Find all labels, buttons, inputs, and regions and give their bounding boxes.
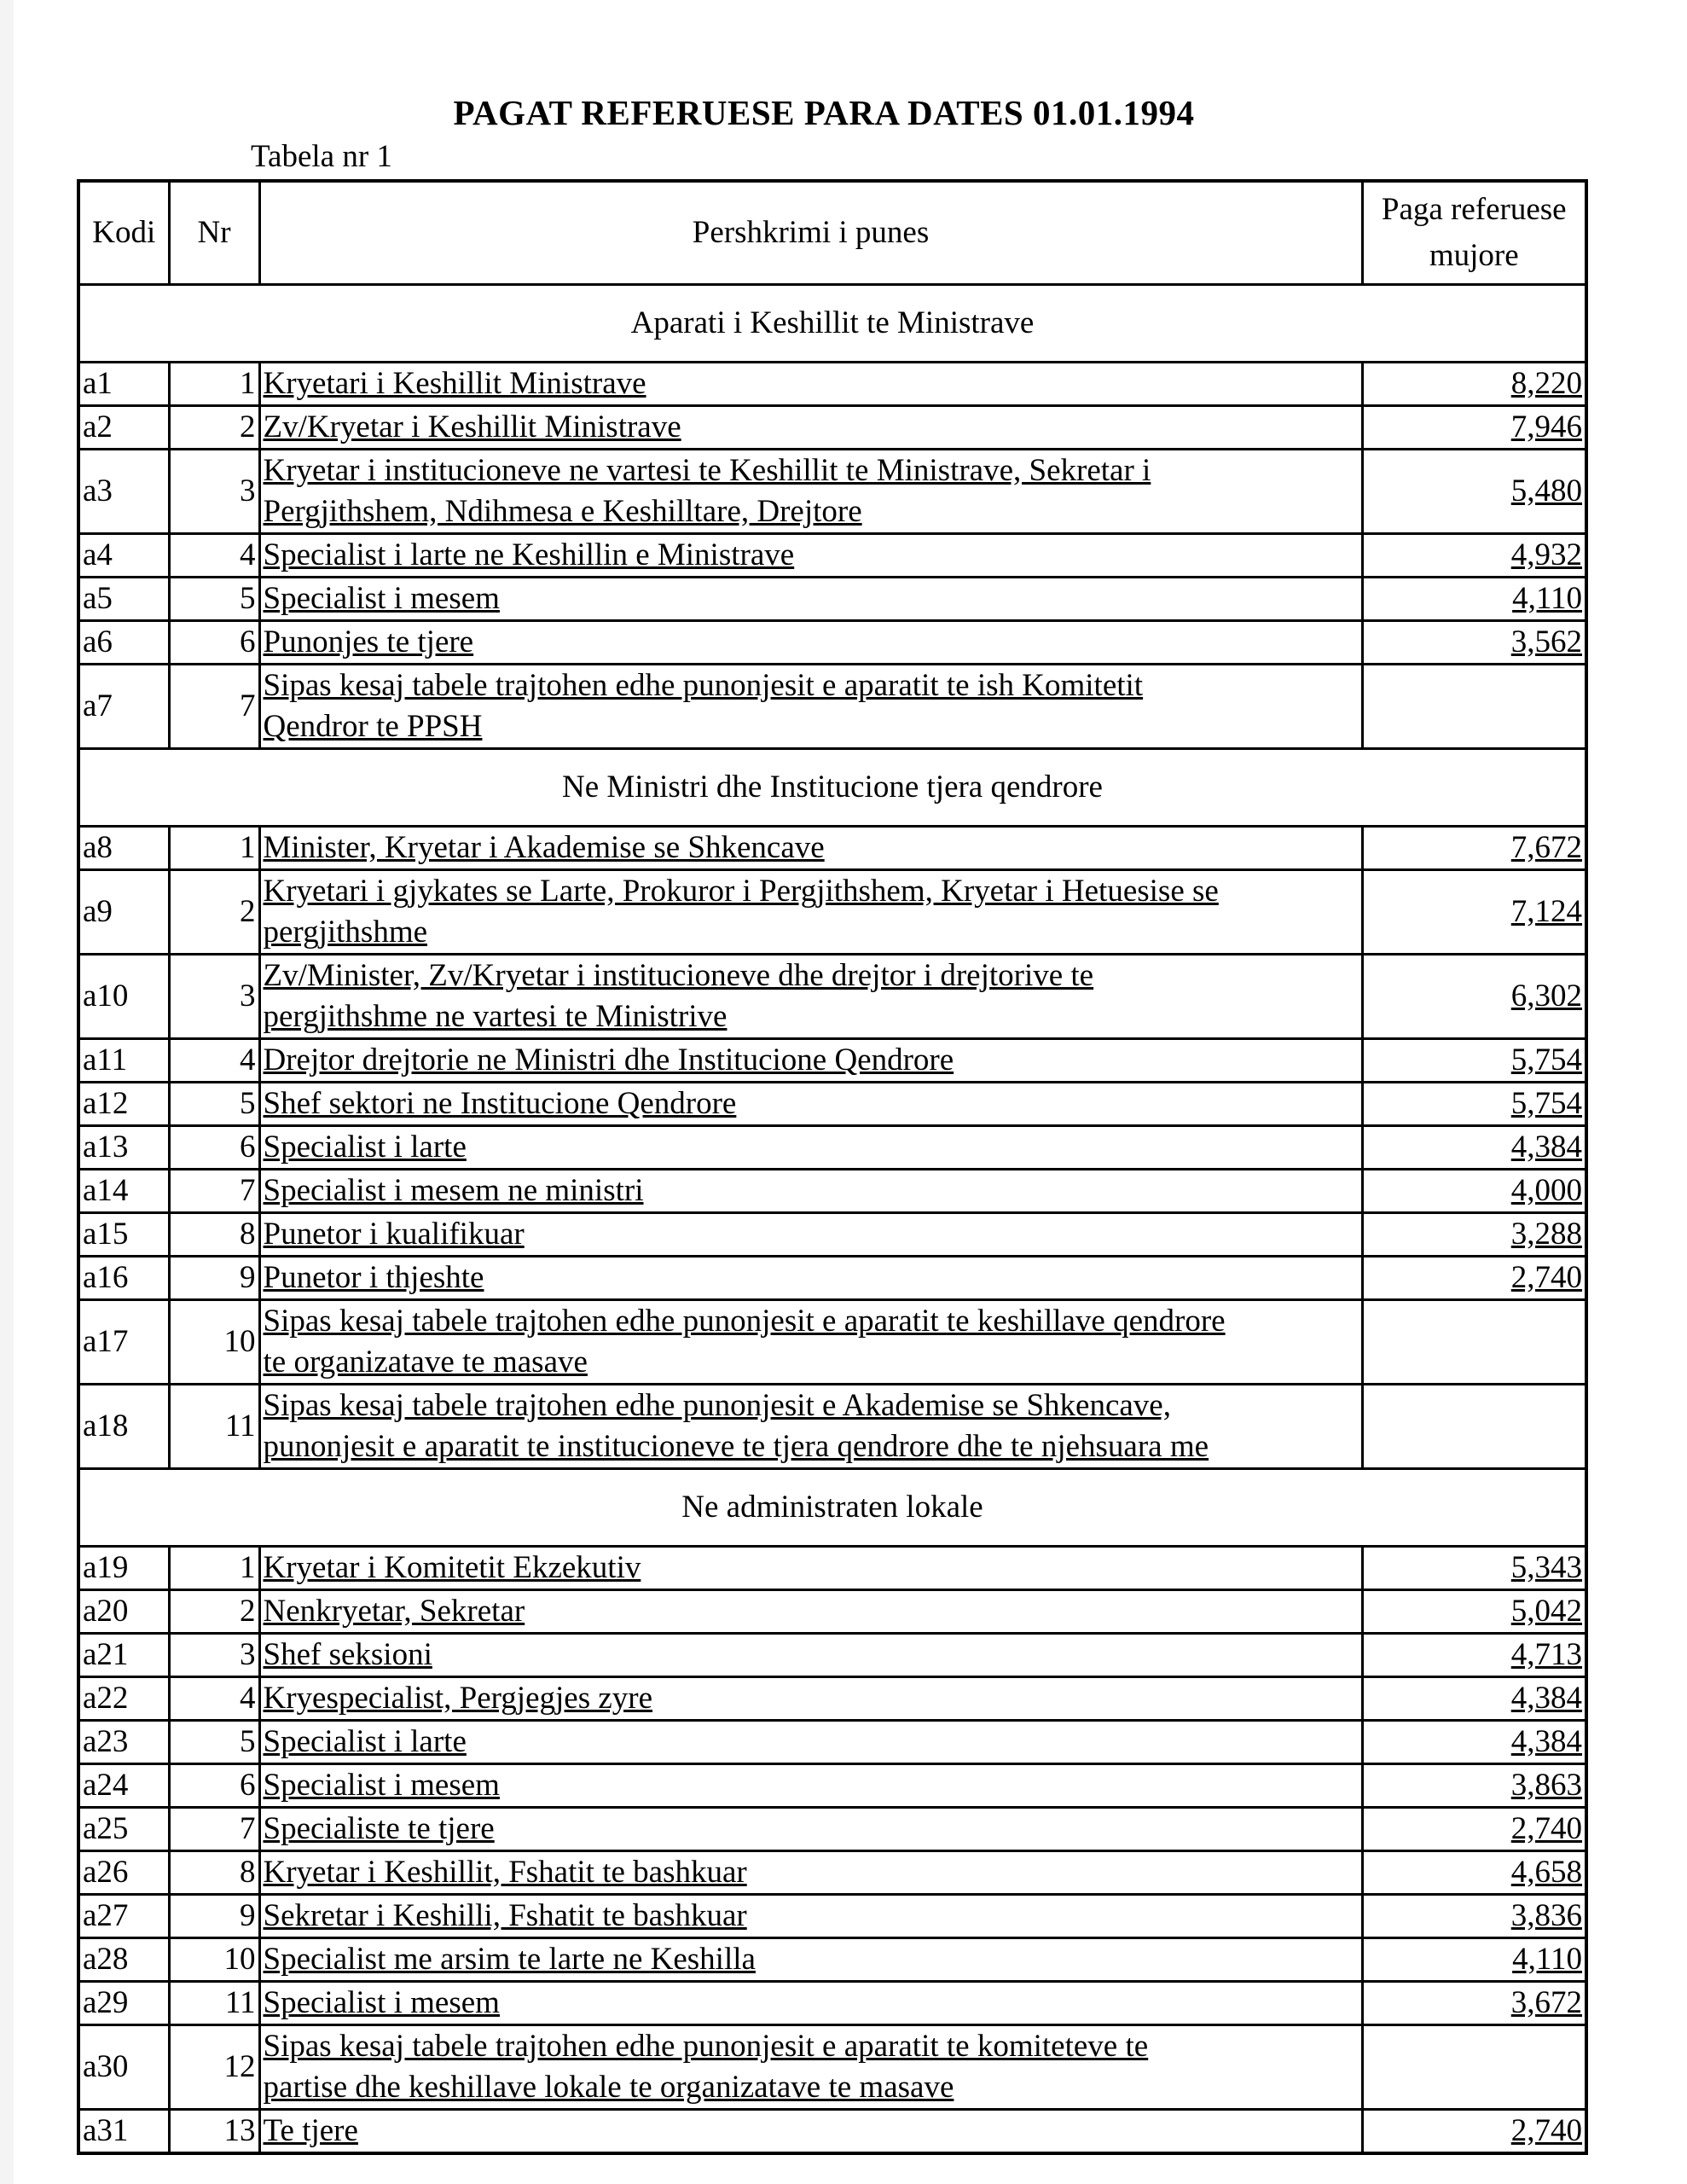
cell-nr: 4	[169, 534, 259, 578]
cell-nr: 3	[169, 955, 259, 1039]
cell-code: a3	[78, 450, 169, 534]
cell-nr: 6	[169, 621, 259, 665]
cell-description	[259, 870, 1362, 955]
cell-code: a23	[78, 1721, 169, 1764]
cell-monthly-pay: 3,672	[1362, 1982, 1586, 2025]
description-line: Specialist i larte	[263, 1130, 467, 1165]
document-page	[14, 0, 1687, 2184]
cell-nr: 10	[169, 1300, 259, 1385]
table-row	[78, 665, 1586, 749]
cell-nr: 9	[169, 1257, 259, 1300]
table-row	[78, 621, 1586, 665]
description-line: Specialist i larte	[263, 1724, 467, 1759]
table-row	[78, 363, 1586, 406]
cell-monthly-pay: 3,562	[1362, 621, 1586, 665]
description-line: Specialist i mesem ne ministri	[263, 1173, 644, 1208]
table-row	[78, 1213, 1586, 1257]
description-line: punonjesit e aparatit te institucioneve te tjera qendrore dhe te njehsuara me	[263, 1429, 1209, 1464]
cell-description	[259, 1039, 1362, 1083]
cell-monthly-pay	[1362, 2025, 1586, 2110]
cell-monthly-pay	[1362, 1385, 1586, 1469]
cell-monthly-pay: 4,658	[1362, 1851, 1586, 1895]
cell-monthly-pay: 3,836	[1362, 1895, 1586, 1938]
description-line: Specialist i mesem	[263, 1768, 500, 1803]
cell-monthly-pay	[1362, 665, 1586, 749]
description-line: Zv/Kryetar i Keshillit Ministrave	[263, 410, 681, 444]
cell-description	[259, 1764, 1362, 1808]
cell-nr: 7	[169, 1170, 259, 1213]
table-row	[78, 1721, 1586, 1764]
description-line: Kryetar i Komitetit Ekzekutiv	[263, 1550, 641, 1585]
description-line: Specialist i larte ne Keshillin e Ministrave	[263, 537, 795, 572]
cell-monthly-pay: 4,110	[1362, 578, 1586, 621]
description-line: Shef seksioni	[263, 1637, 432, 1672]
cell-description	[259, 450, 1362, 534]
cell-nr: 8	[169, 1851, 259, 1895]
cell-nr: 2	[169, 1590, 259, 1634]
cell-description	[259, 1808, 1362, 1851]
cell-nr: 1	[169, 827, 259, 870]
description-line: Sipas kesaj tabele trajtohen edhe punonjesit e aparatit te keshillave qendrore	[263, 1304, 1226, 1339]
cell-monthly-pay: 5,754	[1362, 1039, 1586, 1083]
cell-code: a17	[78, 1300, 169, 1385]
cell-description	[259, 1721, 1362, 1764]
cell-code: a6	[78, 621, 169, 665]
cell-description	[259, 1170, 1362, 1213]
section-header-row	[78, 1469, 1586, 1547]
cell-code: a25	[78, 1808, 169, 1851]
cell-nr: 3	[169, 1634, 259, 1677]
cell-nr: 7	[169, 1808, 259, 1851]
description-line: Kryetar i Keshillit, Fshatit te bashkuar	[263, 1855, 747, 1890]
cell-monthly-pay: 3,288	[1362, 1213, 1586, 1257]
cell-code: a30	[78, 2025, 169, 2110]
cell-description	[259, 578, 1362, 621]
description-line: Kryetari i Keshillit Ministrave	[263, 366, 646, 401]
cell-nr: 4	[169, 1677, 259, 1721]
cell-monthly-pay: 5,754	[1362, 1083, 1586, 1126]
header-nr: Nr	[169, 181, 259, 285]
cell-monthly-pay: 6,302	[1362, 955, 1586, 1039]
description-line: Specialiste te tjere	[263, 1811, 495, 1846]
description-line: Sipas kesaj tabele trajtohen edhe punonjesit e aparatit te ish Komitetit	[263, 668, 1144, 703]
description-line: pergjithshme ne vartesi te Ministrive	[263, 999, 728, 1034]
cell-monthly-pay: 5,042	[1362, 1590, 1586, 1634]
description-line: Punetor i kualifikuar	[263, 1217, 525, 1252]
description-line: Zv/Minister, Zv/Kryetar i institucioneve dhe drejtor i drejtorive te	[263, 958, 1094, 993]
section-header-row	[78, 285, 1586, 363]
cell-description	[259, 1126, 1362, 1170]
cell-description	[259, 1385, 1362, 1469]
description-line: Specialist me arsim te larte ne Keshilla	[263, 1942, 756, 1977]
table-row	[78, 955, 1586, 1039]
description-line: pergjithshme	[263, 915, 428, 950]
cell-code: a8	[78, 827, 169, 870]
cell-nr: 13	[169, 2110, 259, 2154]
cell-nr: 8	[169, 1213, 259, 1257]
cell-monthly-pay: 4,110	[1362, 1938, 1586, 1982]
cell-monthly-pay: 4,932	[1362, 534, 1586, 578]
description-line: Punonjes te tjere	[263, 624, 474, 659]
cell-nr: 5	[169, 1721, 259, 1764]
cell-monthly-pay: 7,672	[1362, 827, 1586, 870]
cell-code: a12	[78, 1083, 169, 1126]
table-row	[78, 1083, 1586, 1126]
description-line: Sipas kesaj tabele trajtohen edhe punonjesit e Akademise se Shkencave,	[263, 1388, 1171, 1423]
table-row	[78, 1851, 1586, 1895]
cell-description	[259, 1213, 1362, 1257]
cell-description	[259, 1895, 1362, 1938]
table-row	[78, 450, 1586, 534]
cell-monthly-pay: 2,740	[1362, 1257, 1586, 1300]
table-row	[78, 1938, 1586, 1982]
cell-monthly-pay: 2,740	[1362, 2110, 1586, 2154]
cell-code: a18	[78, 1385, 169, 1469]
cell-monthly-pay: 5,343	[1362, 1547, 1586, 1590]
table-caption: Tabela nr 1	[251, 139, 392, 174]
description-line: Shef sektori ne Institucione Qendrore	[263, 1086, 737, 1121]
table-row	[78, 1170, 1586, 1213]
cell-description	[259, 1083, 1362, 1126]
table-row	[78, 2110, 1586, 2154]
cell-description	[259, 827, 1362, 870]
cell-nr: 9	[169, 1895, 259, 1938]
cell-description	[259, 1590, 1362, 1634]
cell-description	[259, 363, 1362, 406]
header-code: Kodi	[78, 181, 169, 285]
cell-monthly-pay: 3,863	[1362, 1764, 1586, 1808]
cell-nr: 1	[169, 363, 259, 406]
description-line: Sipas kesaj tabele trajtohen edhe punonjesit e aparatit te komiteteve te	[263, 2029, 1149, 2064]
cell-code: a5	[78, 578, 169, 621]
cell-code: a15	[78, 1213, 169, 1257]
table-body	[78, 285, 1586, 2154]
cell-monthly-pay: 7,946	[1362, 406, 1586, 450]
description-line: te organizatave te masave	[263, 1345, 588, 1380]
cell-nr: 10	[169, 1938, 259, 1982]
section-header-row	[78, 749, 1586, 827]
cell-description	[259, 1938, 1362, 1982]
section-title: Aparati i Keshillit te Ministrave	[78, 285, 1586, 363]
description-line: Sekretar i Keshilli, Fshatit te bashkuar	[263, 1898, 747, 1933]
table-row	[78, 1126, 1586, 1170]
cell-code: a22	[78, 1677, 169, 1721]
cell-code: a14	[78, 1170, 169, 1213]
cell-description	[259, 1851, 1362, 1895]
table-row	[78, 1039, 1586, 1083]
cell-code: a16	[78, 1257, 169, 1300]
cell-monthly-pay	[1362, 1300, 1586, 1385]
header-monthly-pay	[1362, 181, 1586, 285]
cell-description	[259, 1300, 1362, 1385]
cell-description	[259, 1677, 1362, 1721]
cell-nr: 11	[169, 1982, 259, 2025]
cell-code: a27	[78, 1895, 169, 1938]
cell-monthly-pay: 4,384	[1362, 1677, 1586, 1721]
cell-code: a26	[78, 1851, 169, 1895]
description-line: Nenkryetar, Sekretar	[263, 1594, 525, 1629]
cell-nr: 4	[169, 1039, 259, 1083]
cell-monthly-pay: 8,220	[1362, 363, 1586, 406]
cell-nr: 2	[169, 870, 259, 955]
cell-monthly-pay: 4,384	[1362, 1126, 1586, 1170]
cell-nr: 12	[169, 2025, 259, 2110]
cell-code: a21	[78, 1634, 169, 1677]
table-row	[78, 1808, 1586, 1851]
table-row	[78, 827, 1586, 870]
cell-nr: 1	[169, 1547, 259, 1590]
description-line: partise dhe keshillave lokale te organizatave te masave	[263, 2070, 954, 2105]
description-line: Te tjere	[263, 2113, 358, 2148]
cell-code: a2	[78, 406, 169, 450]
table-row	[78, 1590, 1586, 1634]
cell-monthly-pay: 5,480	[1362, 450, 1586, 534]
description-line: Pergjithshem, Ndihmesa e Keshilltare, Drejtore	[263, 494, 862, 529]
cell-nr: 7	[169, 665, 259, 749]
cell-nr: 3	[169, 450, 259, 534]
cell-code: a11	[78, 1039, 169, 1083]
cell-nr: 2	[169, 406, 259, 450]
cell-description	[259, 1547, 1362, 1590]
table-row	[78, 1257, 1586, 1300]
section-title: Ne Ministri dhe Institucione tjera qendrore	[78, 749, 1586, 827]
cell-description	[259, 1634, 1362, 1677]
table-row	[78, 406, 1586, 450]
cell-code: a24	[78, 1764, 169, 1808]
table-row	[78, 1895, 1586, 1938]
table-row	[78, 1677, 1586, 1721]
cell-nr: 11	[169, 1385, 259, 1469]
table-header-row	[78, 181, 1586, 285]
header-pay-line2: mujore	[1429, 238, 1519, 273]
cell-description	[259, 665, 1362, 749]
cell-monthly-pay: 4,713	[1362, 1634, 1586, 1677]
table-row	[78, 1764, 1586, 1808]
description-line: Specialist i mesem	[263, 581, 500, 616]
cell-description	[259, 2025, 1362, 2110]
section-title: Ne administraten lokale	[78, 1469, 1586, 1547]
cell-code: a29	[78, 1982, 169, 2025]
table-row	[78, 1547, 1586, 1590]
cell-description	[259, 1982, 1362, 2025]
cell-description	[259, 1257, 1362, 1300]
cell-code: a1	[78, 363, 169, 406]
cell-monthly-pay: 4,384	[1362, 1721, 1586, 1764]
header-pay-line1: Paga referuese	[1381, 192, 1567, 227]
table-row	[78, 2025, 1586, 2110]
cell-description	[259, 621, 1362, 665]
cell-description	[259, 406, 1362, 450]
description-line: Punetor i thjeshte	[263, 1260, 484, 1295]
description-line: Minister, Kryetar i Akademise se Shkencave	[263, 830, 825, 865]
description-line: Qendror te PPSH	[263, 709, 483, 744]
table-row	[78, 1634, 1586, 1677]
table-row	[78, 578, 1586, 621]
cell-nr: 6	[169, 1126, 259, 1170]
cell-description	[259, 2110, 1362, 2154]
document-title: PAGAT REFERUESE PARA DATES 01.01.1994	[453, 93, 1195, 132]
reference-salary-table	[77, 179, 1588, 2155]
cell-monthly-pay: 2,740	[1362, 1808, 1586, 1851]
cell-code: a7	[78, 665, 169, 749]
table-row	[78, 870, 1586, 955]
cell-nr: 6	[169, 1764, 259, 1808]
cell-code: a10	[78, 955, 169, 1039]
cell-code: a13	[78, 1126, 169, 1170]
description-line: Specialist i mesem	[263, 1985, 500, 2020]
cell-description	[259, 534, 1362, 578]
table-row	[78, 1982, 1586, 2025]
cell-code: a31	[78, 2110, 169, 2154]
header-description: Pershkrimi i punes	[259, 181, 1362, 285]
table-row	[78, 534, 1586, 578]
cell-description	[259, 955, 1362, 1039]
cell-code: a28	[78, 1938, 169, 1982]
cell-nr: 5	[169, 578, 259, 621]
cell-code: a19	[78, 1547, 169, 1590]
cell-code: a4	[78, 534, 169, 578]
cell-nr: 5	[169, 1083, 259, 1126]
description-line: Kryetari i gjykates se Larte, Prokuror i Pergjithshem, Kryetar i Hetuesise se	[263, 874, 1219, 909]
description-line: Kryespecialist, Pergjegjes zyre	[263, 1681, 653, 1716]
table-row	[78, 1385, 1586, 1469]
cell-monthly-pay: 7,124	[1362, 870, 1586, 955]
cell-code: a9	[78, 870, 169, 955]
description-line: Drejtor drejtorie ne Ministri dhe Institucione Qendrore	[263, 1043, 954, 1077]
table-row	[78, 1300, 1586, 1385]
cell-monthly-pay: 4,000	[1362, 1170, 1586, 1213]
description-line: Kryetar i institucioneve ne vartesi te Keshillit te Ministrave, Sekretar i	[263, 453, 1151, 488]
cell-code: a20	[78, 1590, 169, 1634]
